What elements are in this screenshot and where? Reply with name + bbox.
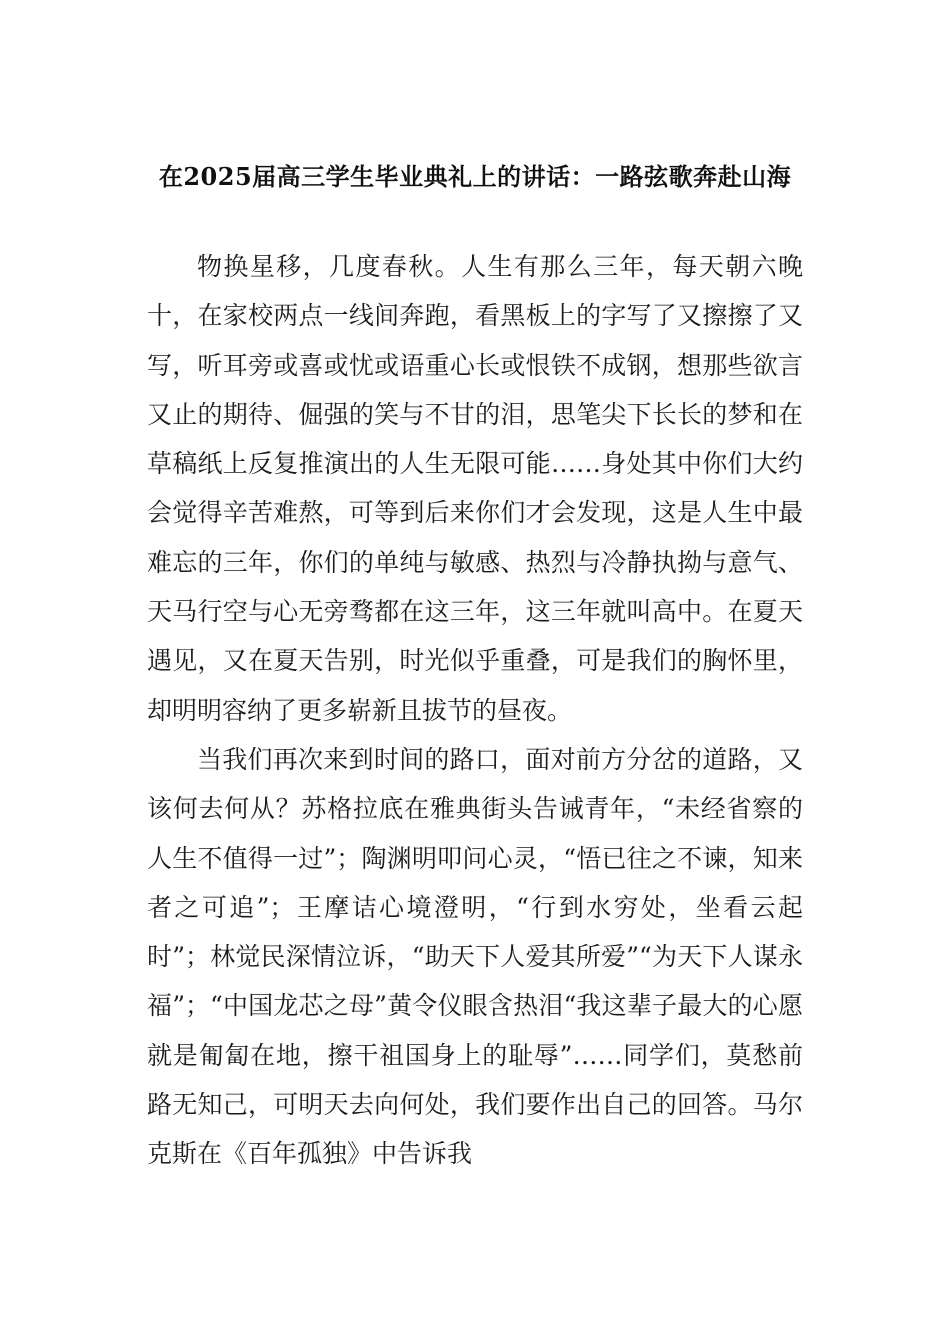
body-paragraph-2: 当我们再次来到时间的路口，面对前方分岔的道路，又该何去何从？苏格拉底在雅典街头告诫青年，“未经省察的人生不值得一过”；陶渊明叩问心灵，“悟已往之不谏，知来者之可追”；王摩诘心境澄明，“行到水穷处，坐看云起时”；林觉民深情泣诉，“助天下人爱其所爱”“为天下人谋永福”；“中国龙芯之母”黄令仪眼含热泪“我这辈子最大的心愿就是匍匐在地，擦干祖国身上的耻辱”……同学们，莫愁前路无知己，可明天去向何处，我们要作出自己的回答。马尔克斯在《百年孤独》中告诉我 (147, 744, 803, 1169)
body-paragraph-1: 物换星移，几度春秋。人生有那么三年，每天朝六晚十，在家校两点一线间奔跑，看黑板上的字写了又擦擦了又写，听耳旁或喜或忧或语重心长或恨铁不成钢，想那些欲言又止的期待、倔强的笑与不甘的泪，思笔尖下长长的梦和在草稿纸上反复推演出的人生无限可能……身处其中你们大约会觉得辛苦难熬，可等到后来你们才会发现，这是人生中最难忘的三年，你们的单纯与敏感、热烈与冷静执拗与意气、天马行空与心无旁骛都在这三年，这三年就叫高中。在夏天遇见，又在夏天告别，时光似乎重叠，可是我们的胸怀里，却明明容纳了更多崭新且拔节的昼夜。 (147, 252, 803, 725)
document-body (147, 242, 803, 1179)
document-title: 在2025届高三学生毕业典礼上的讲话：一路弦歌奔赴山海 (158, 162, 792, 191)
